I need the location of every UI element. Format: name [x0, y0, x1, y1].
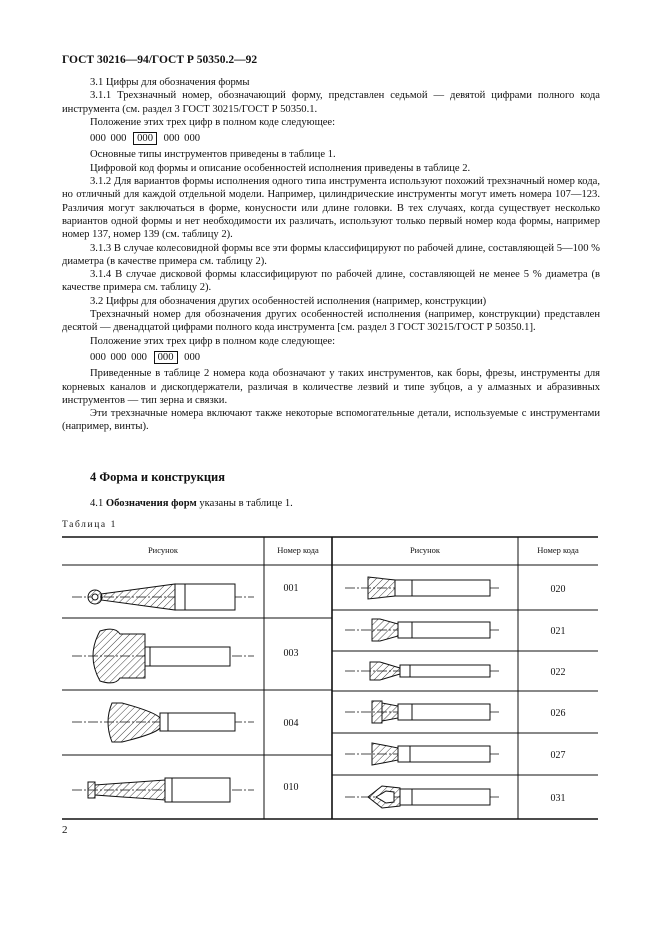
shape-004-figure	[72, 703, 254, 742]
code-part: 000 000	[90, 133, 127, 145]
code-cell: 020	[550, 584, 566, 595]
paragraph: Приведенные в таблице 2 номера кода обозначают у таких инструментов, как боры, фрезы, инструменты для корневых каналов и дископдержатели, различая в количестве лезвий и типе зубцов, а у алмазных и абразивных инструментов — тип зерна и связки.	[62, 368, 600, 406]
shape-027-figure	[345, 743, 500, 765]
code-cell: 027	[550, 750, 566, 761]
code-boxed-part: 000	[133, 132, 157, 145]
shape-022-figure	[345, 662, 500, 680]
document-header: ГОСТ 30216—94/ГОСТ Р 50350.2—92	[62, 54, 258, 66]
code-cell: 010	[283, 782, 299, 793]
code-part: 000 000 000	[90, 351, 147, 363]
shape-021-figure	[345, 619, 500, 641]
section-title: 4 Форма и конструкция	[90, 470, 225, 484]
code-part: 000 000	[163, 133, 201, 145]
paragraph: Цифровой код формы и описание особенностей исполнения приведены в таблице 2.	[90, 162, 471, 174]
code-cell: 022	[550, 667, 566, 678]
shape-003-figure	[72, 629, 254, 683]
shape-020-figure	[345, 577, 500, 599]
paragraph: Положение этих трех цифр в полном коде следующее:	[90, 116, 336, 128]
paragraph: Эти трехзначные номера включают также некоторые вспомогательные детали, используемые с инструментами (например, винты).	[62, 408, 600, 433]
paragraph: 3.1.2 Для вариантов формы исполнения одного типа инструмента используют похожий трехзначный номер кода, но отличный для каждой отдельной модели. Например, цилиндрические инструменты могут иметь номера 107—123. Различия могут заключаться в форме, конусности или длине головки. В тех случаях, когда существует несколько вариантов одной формы и нет необходимости их различать, используют только первый номер кода формы, например номер 137, номер 139 (см. таблицу 2).	[62, 176, 600, 241]
paragraph: 3.2 Цифры для обозначения других особенностей исполнения (например, конструкции)	[90, 295, 487, 307]
subsection-bold: Обозначения форм	[105, 498, 197, 509]
paragraph: Трехзначный номер для обозначения других особенностей исполнения (например, конструкции) представлен десятой — двенадцатой цифрами полного кода инструмента [см. раздел 3 ГОСТ 30215/ГОСТ Р 50350.1].	[62, 309, 600, 334]
code-cell: 001	[283, 583, 299, 594]
code-part: 000	[184, 351, 201, 363]
paragraph: 3.1 Цифры для обозначения формы	[90, 77, 250, 88]
code-cell: 021	[550, 626, 566, 637]
page-number: 2	[62, 824, 68, 836]
table-caption: Таблица 1	[62, 520, 118, 530]
column-header-code: Номер кода	[277, 545, 319, 555]
shape-031-figure	[345, 786, 500, 808]
code-cell: 031	[550, 793, 566, 804]
shape-001-figure	[72, 584, 254, 610]
column-header-code: Номер кода	[537, 545, 579, 555]
shape-010-figure	[72, 778, 254, 802]
shape-026-figure	[345, 701, 500, 723]
code-cell: 026	[550, 708, 566, 719]
code-boxed-part: 000	[154, 351, 178, 364]
paragraph: 3.1.3 В случае колесовидной формы все эти формы классифицируют по рабочей длине, составляющей 5—100 % диаметра (в качестве примера см. таблицу 2).	[62, 242, 600, 267]
column-header-picture: Рисунок	[409, 545, 441, 555]
code-cell: 003	[283, 648, 299, 659]
paragraph: Основные типы инструментов приведены в таблице 1.	[90, 149, 336, 161]
code-cell: 004	[283, 718, 299, 729]
paragraph: 3.1.4 В случае дисковой формы классифицируют по рабочей длине, составляющей не менее 5 % диаметра (в качестве примера см. таблицу 2).	[62, 269, 600, 294]
column-header-picture: Рисунок	[147, 545, 179, 555]
subsection-number: 4.1	[90, 498, 104, 509]
paragraph: 3.1.1 Трехзначный номер, обозначающий форму, представлен седьмой — девятой цифрами полного кода инструмента (см. раздел 3 ГОСТ 30215/ГОСТ Р 50350.1.	[62, 90, 600, 115]
subsection-rest: указаны в таблице 1.	[199, 498, 293, 509]
paragraph: Положение этих трех цифр в полном коде следующее:	[90, 335, 336, 347]
